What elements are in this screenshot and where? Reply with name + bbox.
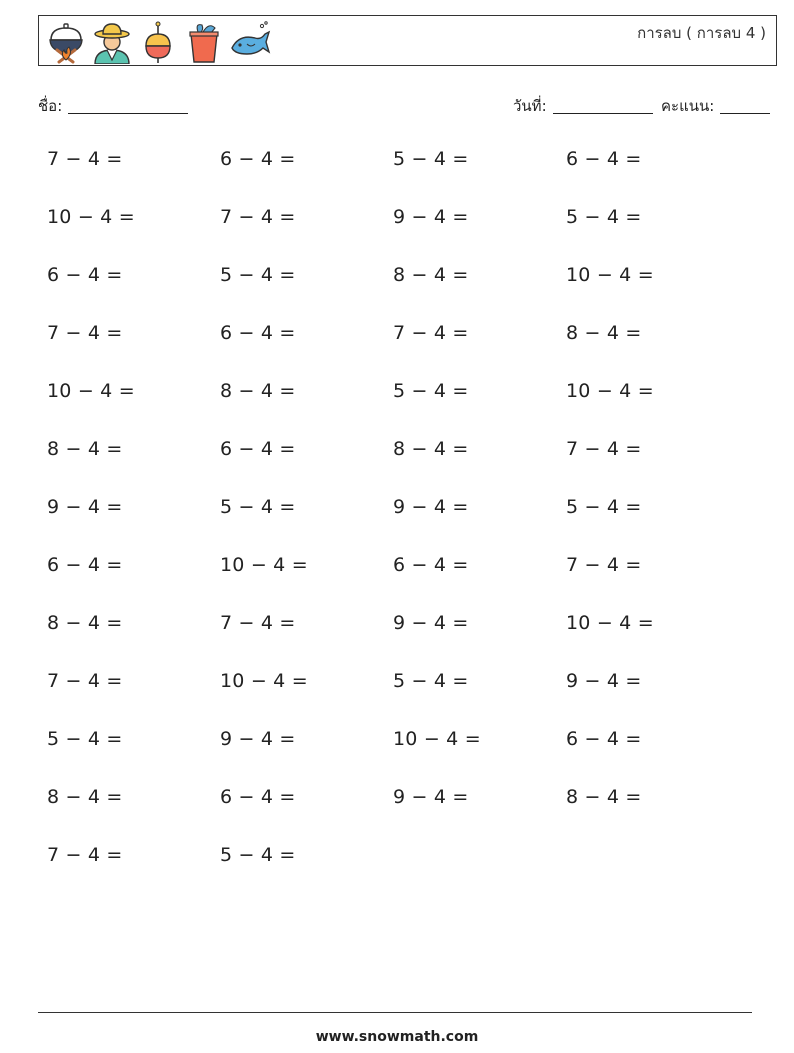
problem-7-4: 5 − 4 = (566, 496, 642, 518)
cooking-pot-icon (45, 20, 87, 64)
problem-2-4: 5 − 4 = (566, 206, 642, 228)
worksheet-header (38, 15, 777, 66)
problem-5-1: 10 − 4 = (47, 380, 135, 402)
problem-12-2: 6 − 4 = (220, 786, 296, 808)
problem-3-3: 8 − 4 = (393, 264, 469, 286)
worksheet-title: การลบ ( การลบ 4 ) (637, 24, 766, 42)
footer-divider (38, 1012, 752, 1013)
problem-3-4: 10 − 4 = (566, 264, 654, 286)
name-blank[interactable] (68, 97, 188, 114)
date-blank[interactable] (553, 97, 653, 114)
problem-2-3: 9 − 4 = (393, 206, 469, 228)
problem-10-2: 10 − 4 = (220, 670, 308, 692)
problem-10-1: 7 − 4 = (47, 670, 123, 692)
problem-11-4: 6 − 4 = (566, 728, 642, 750)
problem-7-2: 5 − 4 = (220, 496, 296, 518)
problem-1-2: 6 − 4 = (220, 148, 296, 170)
problem-11-1: 5 − 4 = (47, 728, 123, 750)
problem-11-3: 10 − 4 = (393, 728, 481, 750)
problem-6-3: 8 − 4 = (393, 438, 469, 460)
problem-9-1: 8 − 4 = (47, 612, 123, 634)
score-field (661, 94, 770, 118)
name-label: ชื่อ: (38, 97, 63, 115)
name-field (38, 94, 188, 118)
problem-6-1: 8 − 4 = (47, 438, 123, 460)
score-blank[interactable] (720, 97, 770, 114)
problem-8-2: 10 − 4 = (220, 554, 308, 576)
problem-12-4: 8 − 4 = (566, 786, 642, 808)
problem-1-1: 7 − 4 = (47, 148, 123, 170)
footer-url: www.snowmath.com (315, 1029, 479, 1045)
problem-2-1: 10 − 4 = (47, 206, 135, 228)
problem-13-2: 5 − 4 = (220, 844, 296, 866)
problem-6-4: 7 − 4 = (566, 438, 642, 460)
problem-10-3: 5 − 4 = (393, 670, 469, 692)
problem-11-2: 9 − 4 = (220, 728, 296, 750)
problem-5-4: 10 − 4 = (566, 380, 654, 402)
problem-3-2: 5 − 4 = (220, 264, 296, 286)
problem-10-4: 9 − 4 = (566, 670, 642, 692)
problem-4-4: 8 − 4 = (566, 322, 642, 344)
problem-9-4: 10 − 4 = (566, 612, 654, 634)
problem-5-2: 8 − 4 = (220, 380, 296, 402)
problem-8-3: 6 − 4 = (393, 554, 469, 576)
problem-2-2: 7 − 4 = (220, 206, 296, 228)
problem-8-1: 6 − 4 = (47, 554, 123, 576)
header-icons (45, 20, 271, 64)
problem-9-3: 9 − 4 = (393, 612, 469, 634)
date-label: วันที่: (513, 97, 547, 115)
problem-6-2: 6 − 4 = (220, 438, 296, 460)
problem-4-1: 7 − 4 = (47, 322, 123, 344)
score-label: คะแนน: (661, 97, 715, 115)
fishing-float-icon (137, 20, 179, 64)
problem-8-4: 7 − 4 = (566, 554, 642, 576)
problem-12-3: 9 − 4 = (393, 786, 469, 808)
problem-7-1: 9 − 4 = (47, 496, 123, 518)
farmer-icon (91, 20, 133, 64)
problem-1-3: 5 − 4 = (393, 148, 469, 170)
problem-4-2: 6 − 4 = (220, 322, 296, 344)
problem-3-1: 6 − 4 = (47, 264, 123, 286)
bucket-with-fish-icon (183, 20, 225, 64)
fish-icon (229, 20, 271, 64)
problem-12-1: 8 − 4 = (47, 786, 123, 808)
problem-1-4: 6 − 4 = (566, 148, 642, 170)
problem-5-3: 5 − 4 = (393, 380, 469, 402)
problem-13-1: 7 − 4 = (47, 844, 123, 866)
problem-7-3: 9 − 4 = (393, 496, 469, 518)
problem-4-3: 7 − 4 = (393, 322, 469, 344)
date-field (513, 94, 653, 118)
problem-9-2: 7 − 4 = (220, 612, 296, 634)
